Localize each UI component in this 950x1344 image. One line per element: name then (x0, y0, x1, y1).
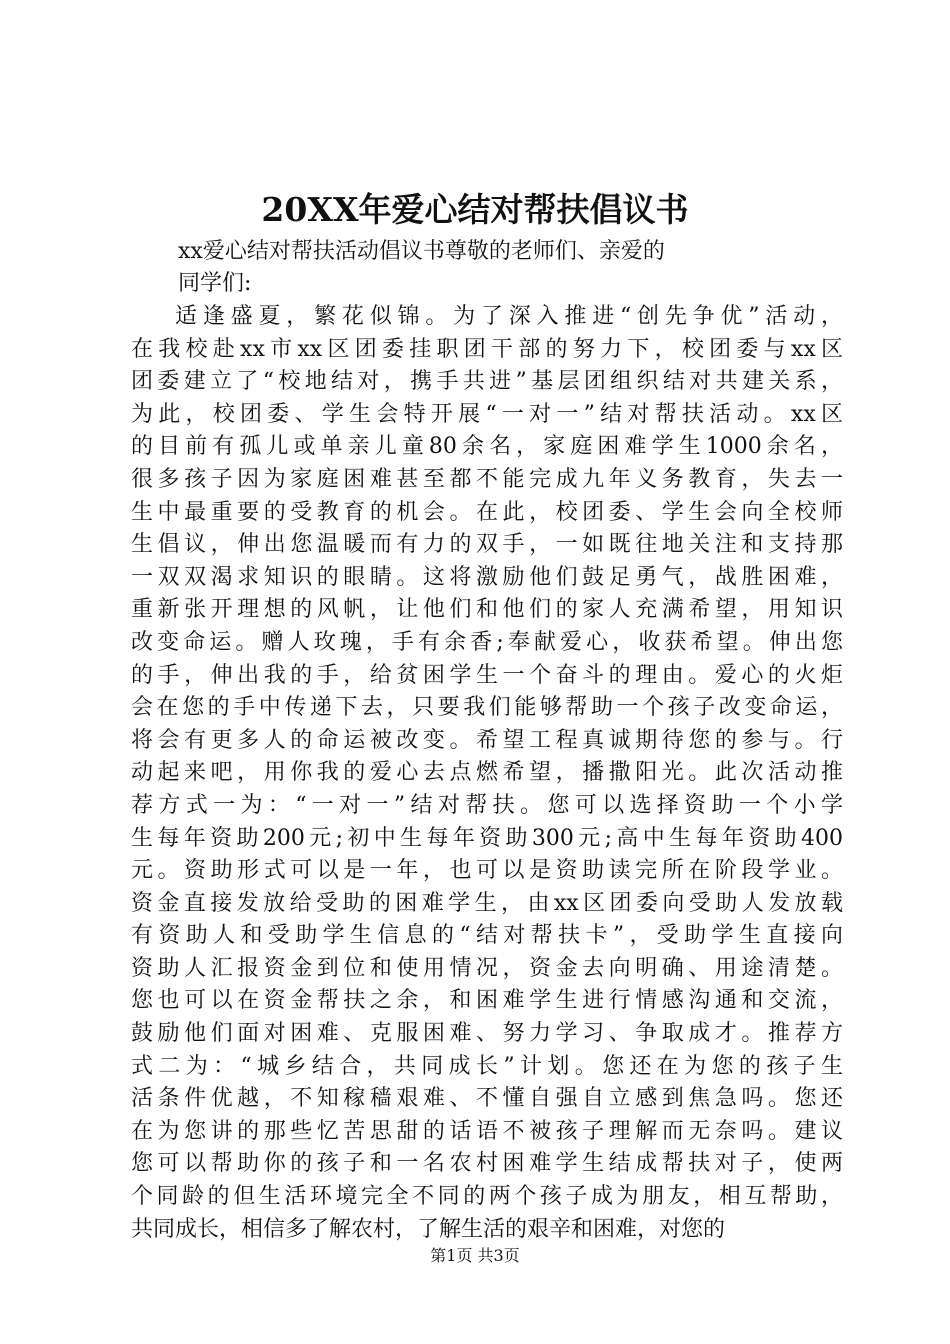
body-line: 活条件优越，不知稼穑艰难、不懂自强自立感到焦急吗。您还 (131, 1086, 843, 1112)
document-title: 20XX年爱心结对帮扶倡议书 (261, 190, 689, 229)
body-line: 为此，校团委、学生会特开展“一对一”结对帮扶活动。xx区 (131, 401, 843, 427)
body-line: 动起来吧，用你我的爱心去点燃希望，播撒阳光。此次活动推 (131, 760, 843, 786)
body-line: 改变命运。赠人玫瑰，手有余香;奉献爱心，收获希望。伸出您 (131, 629, 843, 655)
body-line: 的目前有孤儿或单亲儿童80余名，家庭困难学生1000余名， (131, 434, 843, 460)
body-line: 式二为：“城乡结合，共同成长”计划。您还在为您的孩子生 (131, 1053, 843, 1079)
intro-line: xx爱心结对帮扶活动倡议书尊敬的老师们、亲爱的 (178, 239, 665, 264)
body-line: 将会有更多人的命运被改变。希望工程真诚期待您的参与。行 (131, 727, 843, 753)
body-line: 在我校赴xx市xx区团委挂职团干部的努力下，校团委与xx区 (131, 336, 843, 362)
intro-line: 同学们: (178, 271, 252, 296)
body-line: 资助人汇报资金到位和使用情况，资金去向明确、用途清楚。 (131, 955, 843, 981)
body-line: 一双双渴求知识的眼睛。这将激励他们鼓足勇气，战胜困难， (131, 564, 843, 590)
body-line: 您可以帮助你的孩子和一名农村困难学生结成帮扶对子，使两 (131, 1151, 843, 1177)
body-line: 生倡议，伸出您温暖而有力的双手，一如既往地关注和支持那 (131, 532, 843, 558)
body-line: 生每年资助200元;初中生每年资助300元;高中生每年资助400 (131, 825, 843, 851)
body-line: 重新张开理想的风帆，让他们和他们的家人充满希望，用知识 (131, 597, 843, 623)
body-line: 团委建立了“校地结对，携手共进”基层团组织结对共建关系， (131, 369, 843, 395)
body-line: 您也可以在资金帮扶之余，和困难学生进行情感沟通和交流， (131, 988, 843, 1014)
body-text (131, 301, 843, 1246)
intro-block (178, 236, 758, 300)
body-line: 资金直接发放给受助的困难学生，由xx区团委向受助人发放载 (131, 890, 843, 916)
body-line: 有资助人和受助学生信息的“结对帮扶卡”，受助学生直接向 (131, 923, 843, 949)
body-line: 的手，伸出我的手，给贫困学生一个奋斗的理由。爱心的火炬 (131, 662, 843, 688)
body-line: 个同龄的但生活环境完全不同的两个孩子成为朋友，相互帮助， (131, 1184, 843, 1210)
body-line: 共同成长，相信多了解农村，了解生活的艰辛和困难，对您的 (131, 1216, 726, 1242)
body-line: 很多孩子因为家庭困难甚至都不能完成九年义务教育，失去一 (131, 466, 843, 492)
body-line: 会在您的手中传递下去，只要我们能够帮助一个孩子改变命运， (131, 695, 843, 721)
body-line: 生中最重要的受教育的机会。在此，校团委、学生会向全校师 (131, 499, 843, 525)
body-line: 元。资助形式可以是一年，也可以是资助读完所在阶段学业。 (131, 858, 843, 884)
body-line: 鼓励他们面对困难、克服困难、努力学习、争取成才。推荐方 (131, 1021, 843, 1047)
body-line: 荐方式一为：“一对一”结对帮扶。您可以选择资助一个小学 (131, 792, 843, 818)
body-line: 适逢盛夏，繁花似锦。为了深入推进“创先争优”活动， (175, 304, 843, 329)
page-footer: 第1页 共3页 (430, 1246, 520, 1265)
body-line: 在为您讲的那些忆苦思甜的话语不被孩子理解而无奈吗。建议 (131, 1118, 843, 1144)
